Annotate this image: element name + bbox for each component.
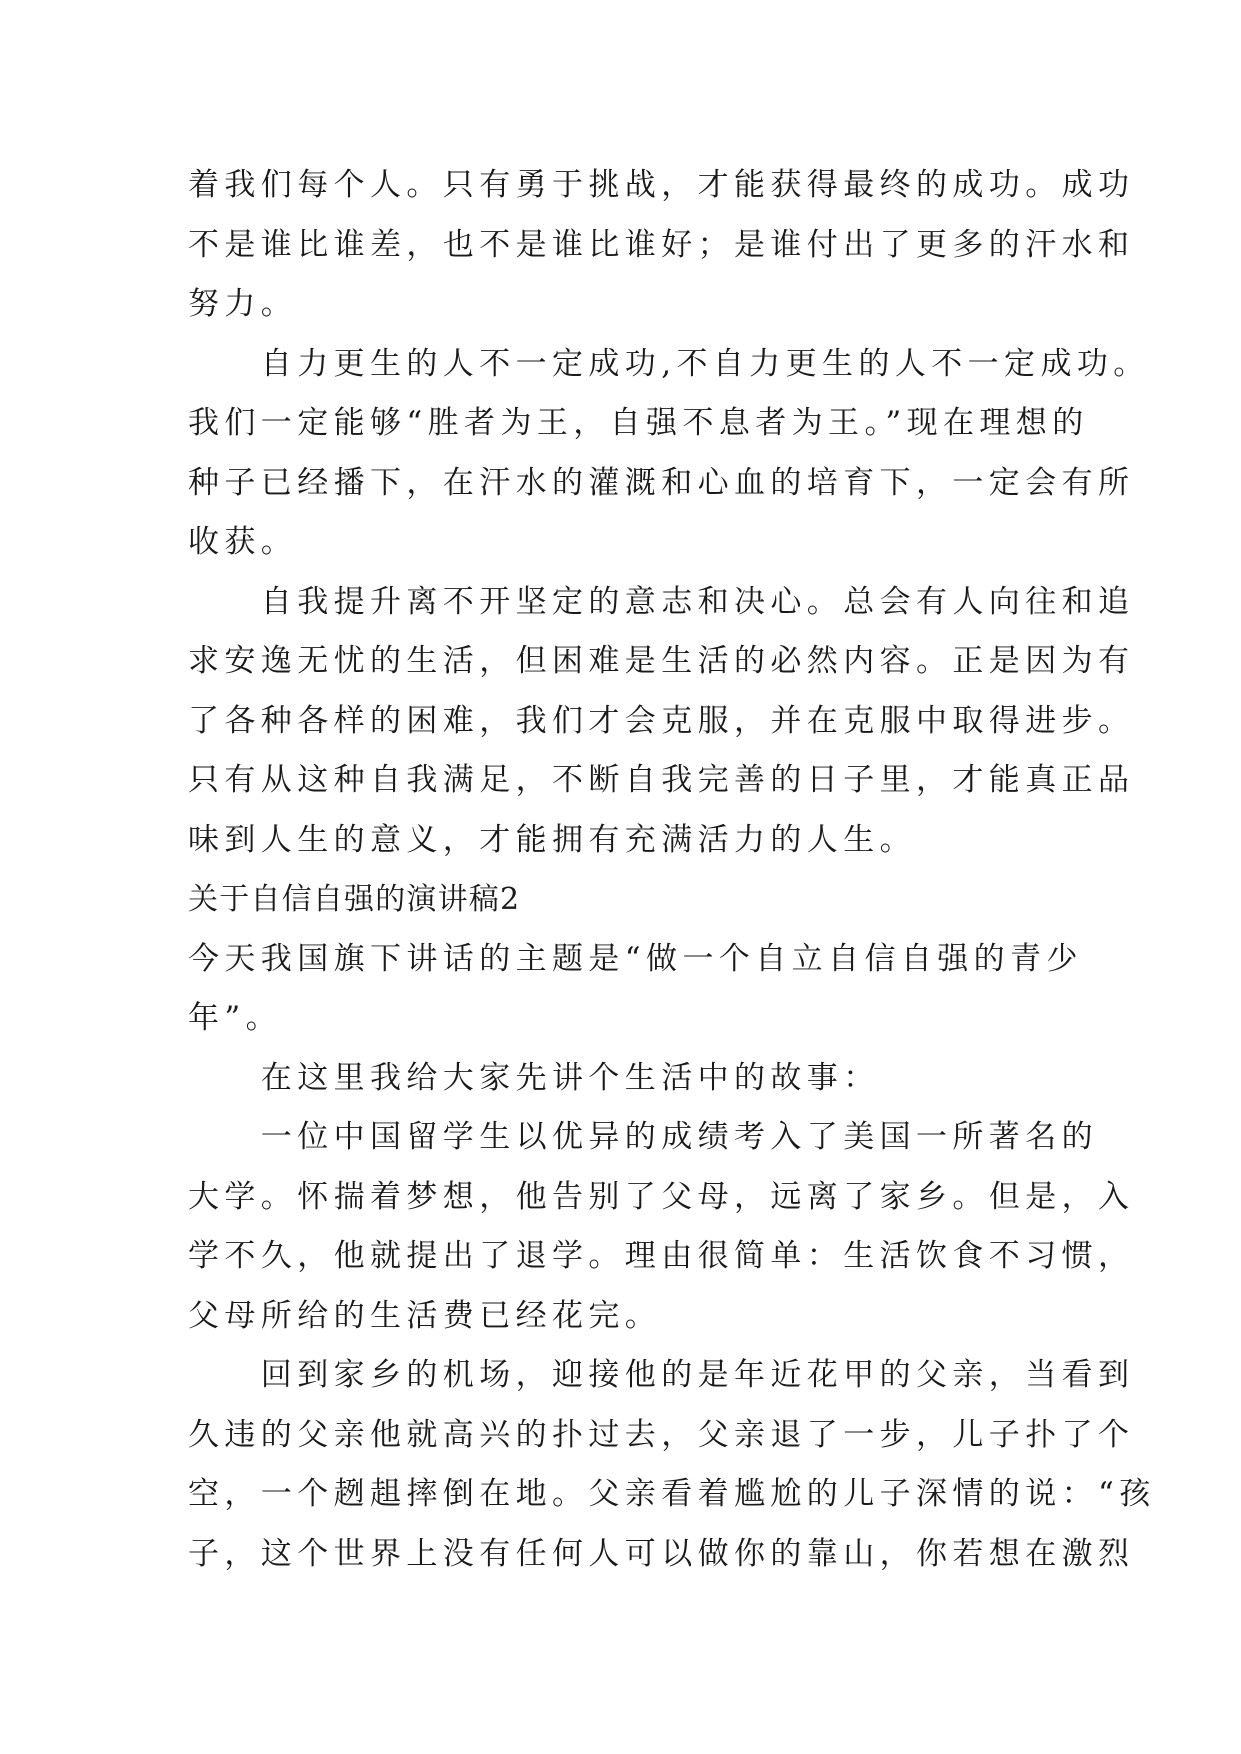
text-line: 空，一个趔趄摔倒在地。父亲看着尴尬的儿子深情的说：“孩 (188, 1476, 1156, 1512)
text-line: 我们一定能够“胜者为王，自强不息者为王。”现在理想的 (188, 405, 1089, 441)
text-line: 努力。 (188, 286, 298, 322)
section-heading: 关于自信自强的演讲稿2 (188, 882, 521, 917)
text-line: 大学。怀揣着梦想，他告别了父母，远离了家乡。但是，入 (188, 1178, 1135, 1215)
text-line: 父母所给的生活费已经花完。 (188, 1297, 662, 1334)
text-line: 回到家乡的机场，迎接他的是年近花甲的父亲，当看到 (188, 1357, 1135, 1393)
text-line: 一位中国留学生以优异的成绩考入了美国一所著名的 (188, 1119, 1098, 1155)
text-line: 自我提升离不开坚定的意志和决心。总会有人向往和追 (188, 583, 1135, 620)
text-line: 学不久，他就提出了退学。理由很简单：生活饮食不习惯， (188, 1238, 1135, 1274)
text-line: 自力更生的人不一定成功,不自力更生的人不一定成功。 (188, 345, 1150, 382)
text-line: 着我们每个人。只有勇于挑战，才能获得最终的成功。成功 (188, 167, 1135, 203)
text-line: 只有从这种自我满足，不断自我完善的日子里，才能真正品 (188, 762, 1135, 798)
text-line: 种子已经播下，在汗水的灌溉和心血的培育下，一定会有所 (188, 464, 1135, 501)
text-line: 在这里我给大家先讲个生活中的故事： (188, 1059, 880, 1096)
text-line: 收获。 (188, 524, 298, 560)
text-line: 年”。 (188, 1000, 283, 1036)
text-line: 子，这个世界上没有任何人可以做你的靠山，你若想在激烈 (188, 1535, 1135, 1572)
text-line: 久违的父亲他就高兴的扑过去，父亲退了一步，儿子扑了个 (188, 1416, 1135, 1453)
text-line: 味到人生的意义，才能拥有充满活力的人生。 (188, 821, 916, 858)
text-line: 今天我国旗下讲话的主题是“做一个自立自信自强的青少 (188, 940, 1083, 977)
text-line: 了各种各样的困难，我们才会克服，并在克服中取得进步。 (188, 702, 1135, 739)
document-body (188, 156, 1156, 1584)
text-line: 求安逸无忧的生活，但困难是生活的必然内容。正是因为有 (188, 643, 1135, 679)
text-line: 不是谁比谁差，也不是谁比谁好；是谁付出了更多的汗水和 (188, 226, 1135, 263)
